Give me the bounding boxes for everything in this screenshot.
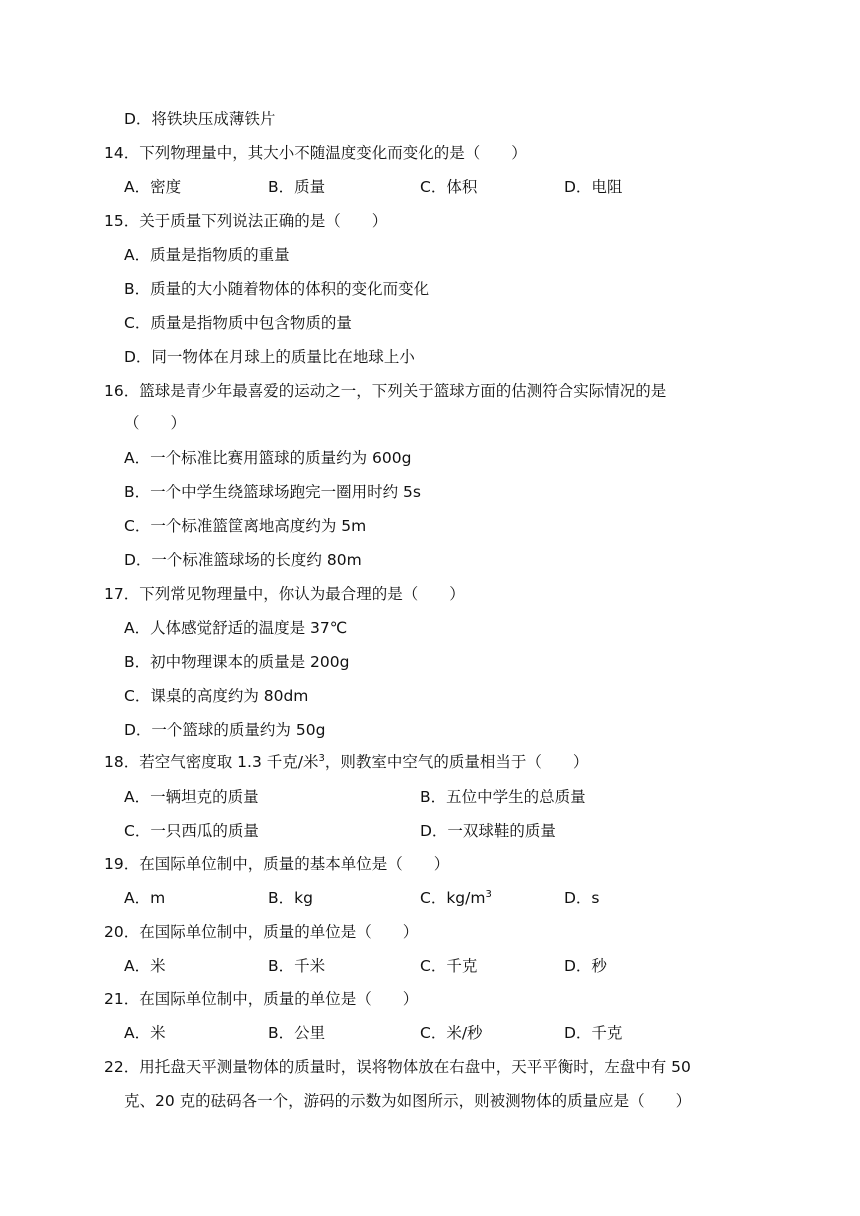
question-stem: 15．关于质量下列说法正确的是（ ）	[104, 212, 388, 230]
answer-option: D．一个篮球的质量约为 50g	[124, 721, 326, 739]
question-stem: 16．篮球是青少年最喜爱的运动之一，下列关于篮球方面的估测符合实际情况的是	[104, 382, 667, 400]
answer-option: C．米/秒	[420, 1024, 483, 1042]
answer-option: D．电阻	[564, 178, 623, 196]
question-continuation: （ ）	[124, 414, 187, 432]
answer-option: C．一个标准篮筐离地高度约为 5m	[124, 517, 367, 535]
question-continuation: 克、20 克的砝码各一个，游码的示数为如图所示，则被测物体的质量应是（ ）	[124, 1092, 692, 1110]
answer-option: B．kg	[268, 889, 313, 907]
answer-option: C．质量是指物质中包含物质的量	[124, 314, 352, 332]
answer-option: A．质量是指物质的重量	[124, 246, 290, 264]
answer-option: C．$kg/m^3$	[420, 888, 492, 907]
answer-option: B．公里	[268, 1024, 326, 1042]
answer-option: C．千克	[420, 957, 478, 975]
answer-option: D．将铁块压成薄铁片	[124, 110, 276, 128]
answer-option: B．质量的大小随着物体的体积的变化而变化	[124, 280, 430, 298]
answer-option: A．一辆坦克的质量	[124, 788, 259, 806]
question-stem: 19．在国际单位制中，质量的基本单位是（ ）	[104, 855, 450, 873]
answer-options-row	[124, 1023, 764, 1043]
question-stem: 14．下列物理量中，其大小不随温度变化而变化的是（ ）	[104, 144, 527, 162]
answer-options-row	[124, 821, 764, 841]
answer-option: D．秒	[564, 957, 607, 975]
answer-option: D．s	[564, 889, 600, 907]
question-stem: 21．在国际单位制中，质量的单位是（ ）	[104, 990, 419, 1008]
question-stem: 22．用托盘天平测量物体的质量时，误将物体放在右盘中，天平平衡时，左盘中有 50	[104, 1058, 691, 1076]
exponent: 3	[318, 752, 325, 764]
answer-option: B．千米	[268, 957, 326, 975]
answer-option: B．质量	[268, 178, 326, 196]
answer-option: B．一个中学生绕篮球场跑完一圈用时约 5s	[124, 483, 421, 501]
question-stem: 20．在国际单位制中，质量的单位是（ ）	[104, 923, 419, 941]
answer-options-row	[124, 787, 764, 807]
answer-options-row	[124, 956, 764, 976]
answer-options-row	[124, 888, 764, 908]
answer-option: A．m	[124, 889, 166, 907]
answer-option: C．课桌的高度约为 80dm	[124, 687, 309, 705]
answer-option: A．密度	[124, 178, 182, 196]
answer-option: D．同一物体在月球上的质量比在地球上小	[124, 348, 415, 366]
question-text: ，则教室中空气的质量相当于（ ）	[324, 753, 589, 771]
answer-option: A．米	[124, 957, 166, 975]
question-stem: 17．下列常见物理量中，你认为最合理的是（ ）	[104, 585, 465, 603]
answer-option: D．千克	[564, 1024, 623, 1042]
question-stem	[104, 752, 588, 772]
answer-option: A．米	[124, 1024, 166, 1042]
answer-option: B．初中物理课本的质量是 200g	[124, 653, 350, 671]
question-text: 18．若空气密度取 1.3 千克/米	[104, 753, 319, 771]
answer-option: D．一个标准篮球场的长度约 80m	[124, 551, 362, 569]
answer-option: C．体积	[420, 178, 478, 196]
answer-option: B．五位中学生的总质量	[420, 788, 586, 806]
exponent: 3	[485, 888, 492, 900]
answer-option: D．一双球鞋的质量	[420, 822, 556, 840]
answer-option: A．人体感觉舒适的温度是 37℃	[124, 619, 348, 637]
answer-options-row	[124, 177, 764, 197]
answer-option: A．一个标准比赛用篮球的质量约为 600g	[124, 449, 412, 467]
answer-option: C．一只西瓜的质量	[124, 822, 259, 840]
